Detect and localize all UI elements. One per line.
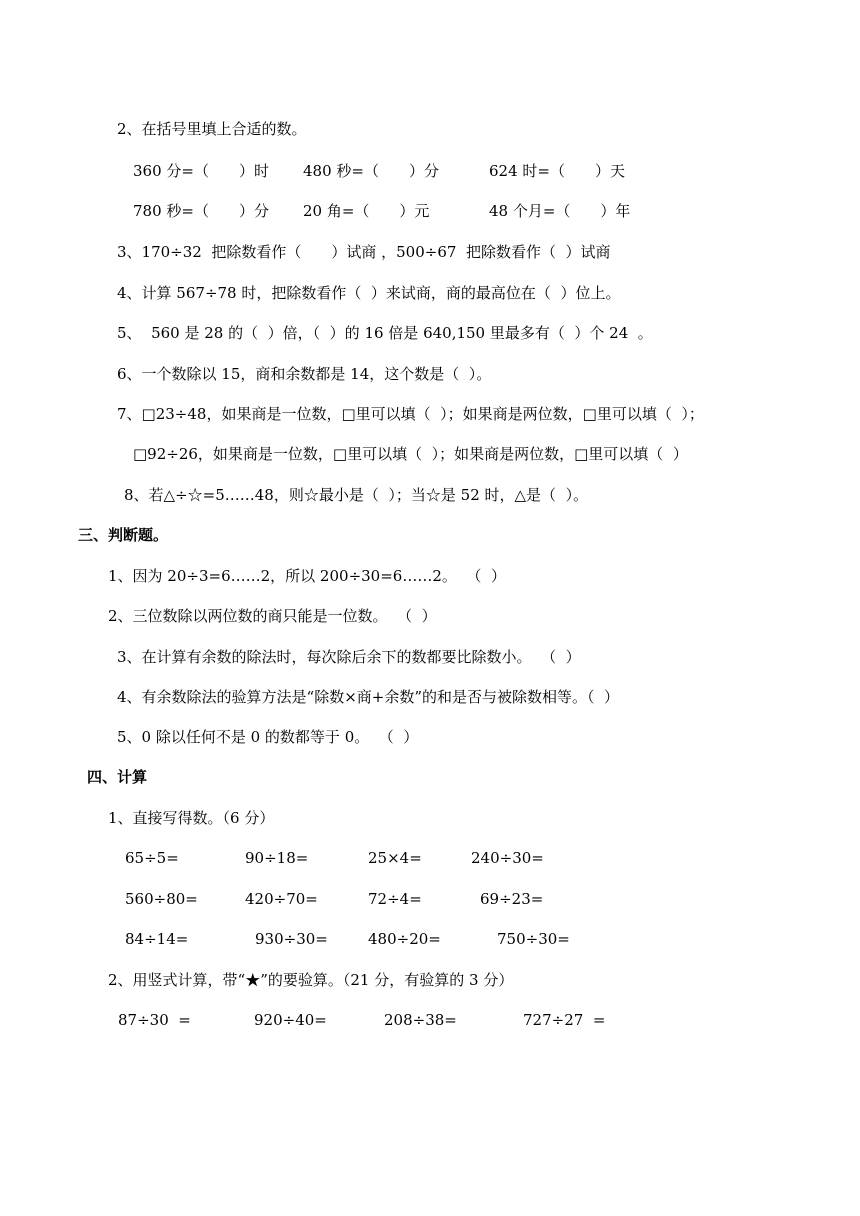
question-2-title: 2、在括号里填上合适的数。: [117, 120, 307, 138]
judge-item-1: 1、因为 20÷3=6……2，所以 200÷30=6……2。 （ ）: [108, 567, 506, 585]
calc-item: 208÷38=: [384, 1011, 457, 1029]
fill-item: 624 时=（ ）天: [489, 162, 625, 180]
calc-item: 560÷80=: [125, 890, 198, 908]
question-4: 4、计算 567÷78 时，把除数看作（ ）来试商，商的最高位在（ ）位上。: [117, 284, 621, 302]
calc-item: 727÷27 =: [523, 1011, 606, 1029]
calc-q1-title: 1、直接写得数。（6 分）: [108, 809, 275, 827]
calc-item: 240÷30=: [471, 849, 544, 867]
fill-item: 48 个月=（ ）年: [489, 202, 631, 220]
calc-item: 90÷18=: [245, 849, 309, 867]
calc-item: 930÷30=: [255, 930, 328, 948]
calc-item: 84÷14=: [125, 930, 189, 948]
fill-item: 20 角=（ ）元: [303, 202, 430, 220]
calc-item: 65÷5=: [125, 849, 179, 867]
calc-item: 25×4=: [368, 849, 422, 867]
question-7b: □92÷26，如果商是一位数，□里可以填（ ）；如果商是两位数，□里可以填（ ）: [133, 445, 688, 463]
judge-item-4: 4、有余数除法的验算方法是“除数×商+余数”的和是否与被除数相等。（ ）: [117, 688, 620, 706]
fill-item: 360 分=（ ）时: [133, 162, 269, 180]
judge-item-3: 3、在计算有余数的除法时，每次除后余下的数都要比除数小。 （ ）: [117, 648, 581, 666]
fill-item: 780 秒=（ ）分: [133, 202, 269, 220]
question-7a: 7、□23÷48，如果商是一位数，□里可以填（ ）；如果商是两位数，□里可以填（ ）；: [117, 405, 704, 423]
calc-item: 87÷30 =: [118, 1011, 191, 1029]
calc-item: 69÷23=: [480, 890, 544, 908]
judge-item-2: 2、三位数除以两位数的商只能是一位数。 （ ）: [108, 607, 437, 625]
calc-q2-title: 2、用竖式计算，带“★”的要验算。（21 分，有验算的 3 分）: [108, 971, 514, 989]
question-6: 6、一个数除以 15，商和余数都是 14，这个数是（ ）。: [117, 365, 492, 383]
calc-item: 480÷20=: [368, 930, 441, 948]
fill-item: 480 秒=（ ）分: [303, 162, 439, 180]
question-8: 8、若△÷☆=5……48，则☆最小是（ ）；当☆是 52 时，△是（ ）。: [124, 486, 589, 504]
judge-item-5: 5、0 除以任何不是 0 的数都等于 0。 （ ）: [117, 728, 419, 746]
section-3-heading: 三、判断题。: [78, 526, 169, 544]
calc-item: 750÷30=: [497, 930, 570, 948]
calc-item: 920÷40=: [254, 1011, 327, 1029]
section-4-heading: 四、计算: [87, 768, 148, 786]
calc-item: 72÷4=: [368, 890, 422, 908]
calc-item: 420÷70=: [245, 890, 318, 908]
question-3: 3、170÷32 把除数看作（ ）试商 ，500÷67 把除数看作（ ）试商: [117, 243, 611, 261]
question-5: 5、 560 是 28 的（ ）倍，（ ）的 16 倍是 640,150 里最多有（ ）个 24 。: [117, 324, 653, 342]
